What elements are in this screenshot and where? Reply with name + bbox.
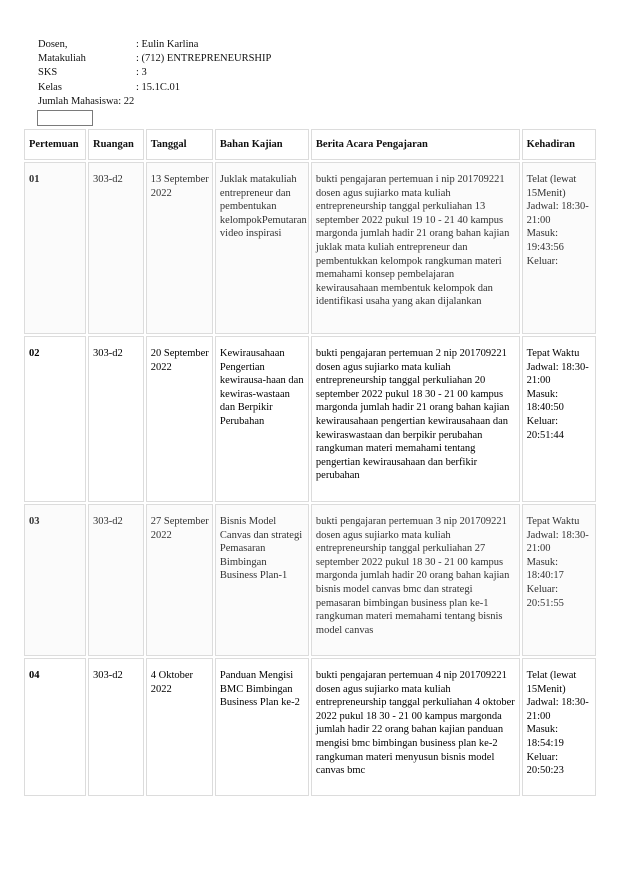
matakuliah-row [38,52,271,66]
jumlah-value: : 22 [118,95,135,107]
dosen-label: Dosen, [38,39,68,50]
table-row [24,504,596,656]
header-tanggal: Tanggal [146,129,213,160]
tanggal-cell: 13 September 2022 [146,162,213,334]
kehadiran-jadwal: Jadwal: 18:30-21:00 [526,201,589,226]
header-bahan-kajian: Bahan Kajian [215,129,309,160]
pertemuan-cell: 03 [24,504,86,656]
berita-acara-cell: bukti pengajaran pertemuan i nip 201709221 dosen agus sujiarko mata kuliah entrepreneurship tanggal perkuliahan 13 september 2022 pukul 19 10 - 21 40 kampus margonda jumlah hadir 21 orang bahan kajian juklak mata kuliah entrepreneur dan pembentukkan kelompok rangkuman materi memahami konsep pembelajaran kewirausahaan membentuk kelompok dan identifikasi usaha yang akan dijalankan [311,162,520,334]
sks-label: SKS [38,67,58,79]
matakuliah-label: Matakuliah [38,53,86,65]
kehadiran-jadwal: Jadwal: 18:30-21:00 [526,529,589,555]
kelas-value: : 15.1C.01 [136,81,181,93]
kehadiran-cell [522,504,596,656]
kehadiran-masuk: Masuk: 18:40:17 [526,556,564,582]
bahan-kajian-cell: Bisnis Model Canvas dan strategi Pemasaran Bimbingan Business Plan-1 [215,504,309,656]
header-ruangan: Ruangan [88,129,144,160]
ruangan-cell: 303-d2 [88,658,144,796]
table-row [24,162,596,334]
attendance-table [22,127,598,798]
header-berita-acara: Berita Acara Pengajaran [311,129,520,160]
kehadiran-keluar: Keluar: 20:50:23 [526,751,564,777]
berita-acara-cell: bukti pengajaran pertemuan 2 nip 201709221 dosen agus sujiarko mata kuliah entrepreneurship tanggal perkuliahan 20 september 2022 pukul 18 30 - 21 00 kampus margonda jumlah hadir 21 orang bahan kajian kewirausahaan pengertian kewirausahaan dan kewiraswastaan dan berpikir perubahan rangkuman materi memahami tentang pengertian kewirausahaan dan berfikir perubahan [311,336,520,502]
kehadiran-keluar: Keluar: [526,255,559,267]
kehadiran-keluar: Keluar: 20:51:44 [526,415,564,441]
pertemuan-cell: 01 [24,162,86,334]
tanggal-cell: 27 September 2022 [146,504,213,656]
ruangan-cell: 303-d2 [88,504,144,656]
table-row [24,658,596,796]
kelas-row [38,81,271,95]
ruangan-cell: 303-d2 [88,336,144,502]
kehadiran-jadwal: Jadwal: 18:30-21:00 [526,361,589,387]
header-kehadiran: Kehadiran [522,129,596,160]
table-row [24,336,596,502]
jumlah-label: Jumlah Mahasiswa [38,95,119,107]
bahan-kajian-cell: Kewirausahaan Pengertian kewirausa-haan dan kewiras-wastaan dan Berpikir Perubahan [215,336,309,502]
kehadiran-cell [522,658,596,796]
course-info-header [38,38,271,109]
dosen-row [38,38,271,52]
tanggal-cell: 20 September 2022 [146,336,213,502]
kehadiran-masuk: Masuk: 19:43:56 [526,228,564,253]
pertemuan-cell: 04 [24,658,86,796]
table-header-row [24,129,596,160]
bahan-kajian-cell: Juklak matakuliah entrepreneur dan pembentukan kelompokPemutaran video inspirasi [215,162,309,334]
sks-value: : 3 [136,67,147,79]
ruangan-cell: 303-d2 [88,162,144,334]
kehadiran-cell [522,336,596,502]
matakuliah-value: : (712) ENTREPRENEURSHIP [136,53,272,65]
kehadiran-jadwal: Jadwal: 18:30-21:00 [526,697,589,722]
jumlah-row [38,95,271,109]
empty-input-box[interactable] [37,110,93,126]
kehadiran-status: Tepat Waktu [526,516,580,527]
tanggal-cell: 4 Oktober 2022 [146,658,213,796]
berita-acara-cell: bukti pengajaran pertemuan 3 nip 201709221 dosen agus sujiarko mata kuliah entrepreneurship tanggal perkuliahan 27 september 2022 pukul 18 30 - 21 00 kampus margonda jumlah hadir 20 orang bahan kajian bisnis model canvas bmc dan strategi pemasaran bimbingan business plan ke-1 rangkuman materi memahami tentang bisnis model canvas [311,504,520,656]
pertemuan-cell: 02 [24,336,86,502]
berita-acara-cell: bukti pengajaran pertemuan 4 nip 201709221 dosen agus sujiarko mata kuliah entrepreneurship tanggal perkuliahan 4 oktober 2022 pukul 18 30 - 21 00 kampus margonda jumlah hadir 22 orang bahan kajian panduan mengisi bmc bimbingan business plan ke-2 rangkuman materi menyusun bisnis model canvas bmc [311,658,520,796]
kehadiran-status: Telat (lewat 15Menit) [526,174,577,199]
sks-row [38,66,271,80]
dosen-value: : Eulin Karlina [136,39,199,50]
kehadiran-keluar: Keluar: 20:51:55 [526,583,564,609]
header-pertemuan: Pertemuan [24,129,86,160]
kehadiran-status: Telat (lewat 15Menit) [526,670,577,695]
kehadiran-masuk: Masuk: 18:40:50 [526,388,564,414]
bahan-kajian-cell: Panduan Mengisi BMC Bimbingan Business Plan ke-2 [215,658,309,796]
kehadiran-masuk: Masuk: 18:54:19 [526,724,564,749]
kehadiran-cell [522,162,596,334]
kelas-label: Kelas [38,81,62,93]
kehadiran-status: Tepat Waktu [526,348,580,359]
